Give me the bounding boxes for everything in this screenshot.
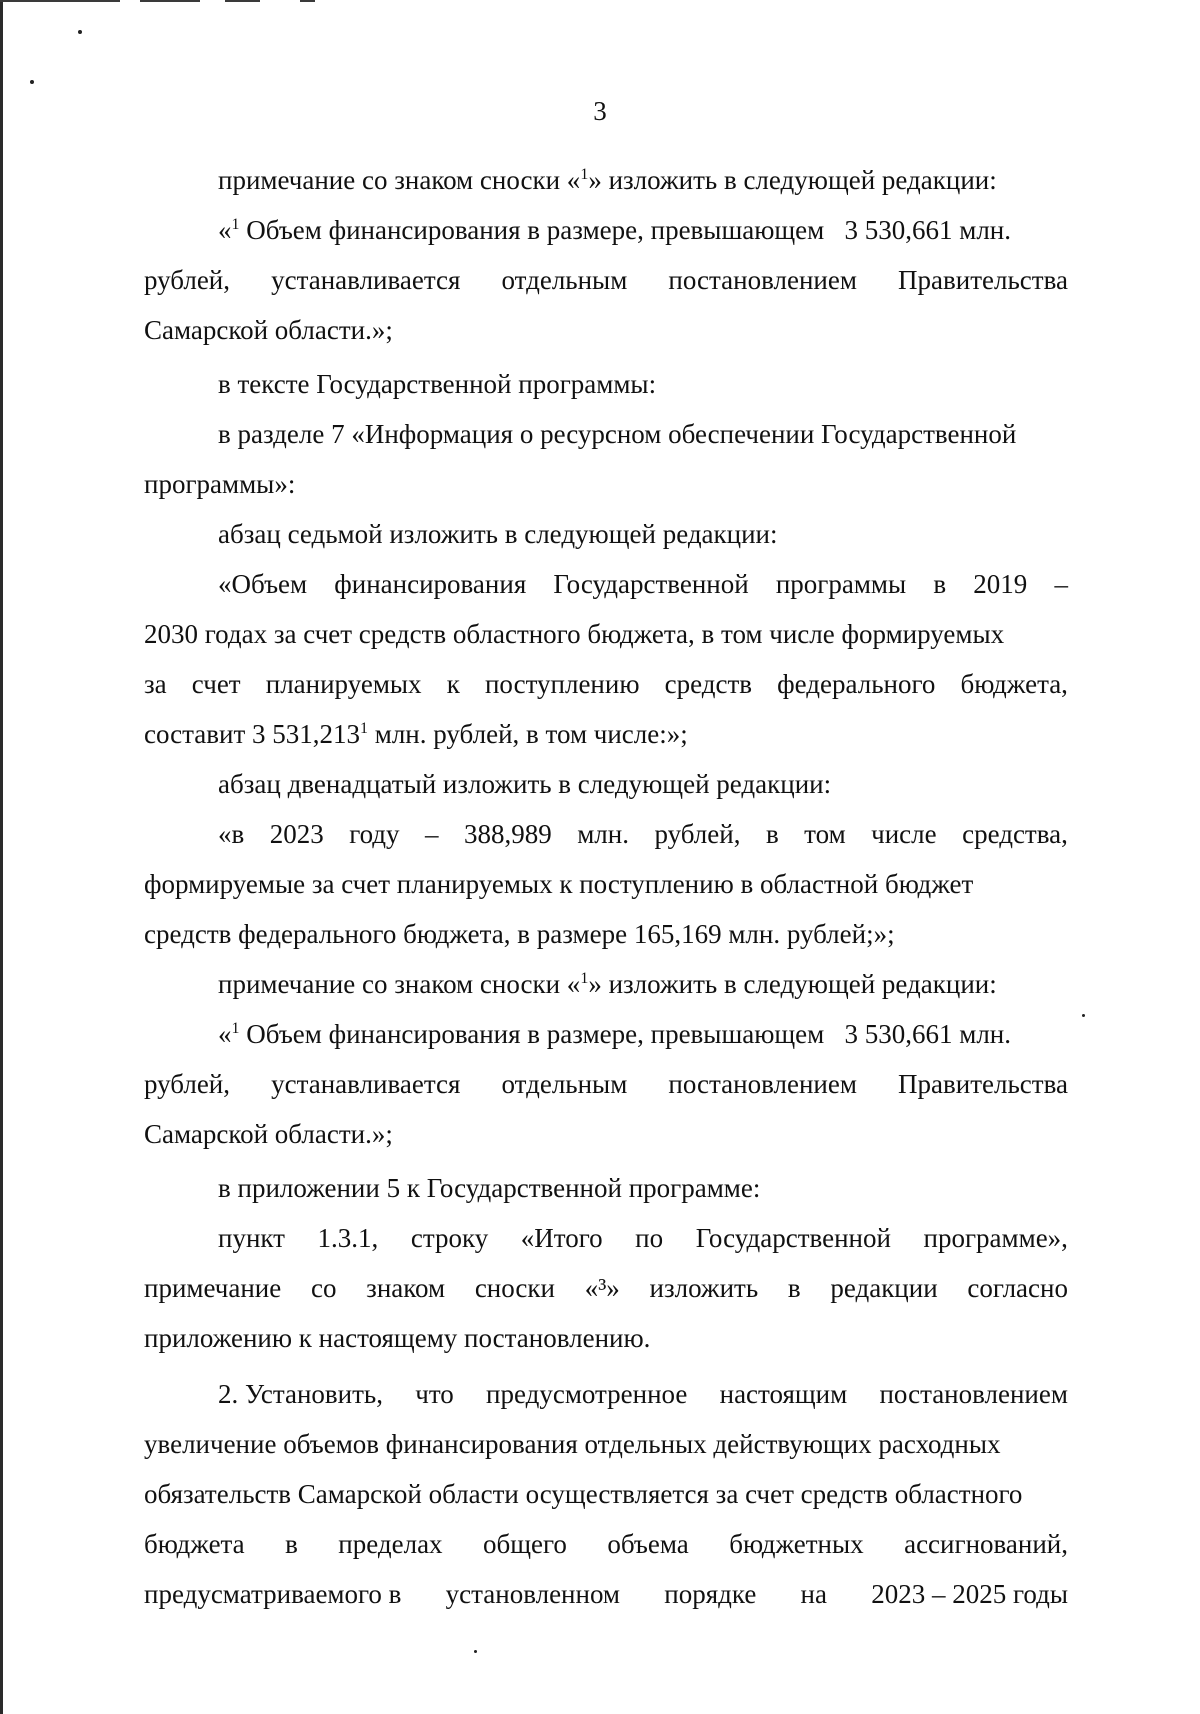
paragraph (144, 809, 1068, 959)
paragraph (144, 1369, 1068, 1619)
scan-edge-top (225, 0, 260, 2)
text-line: примечание со знаком сноски «³» изложить в редакции согласно (144, 1273, 1068, 1303)
text-line: примечание со знаком сноски «$^1$» изложить в следующей редакции: (218, 969, 997, 999)
scan-speck (1082, 1014, 1085, 1017)
text-line: бюджета в пределах общего объема бюджетных ассигнований, (144, 1529, 1068, 1559)
paragraph (144, 1213, 1068, 1363)
text-line: программы»: (144, 469, 296, 499)
text-line: в разделе 7 «Информация о ресурсном обеспечении Государственной (218, 419, 1017, 449)
page-number: 3 (593, 96, 607, 126)
text-line: средств федерального бюджета, в размере 165,169 млн. рублей;»; (144, 919, 895, 949)
text-line: составит 3 531,213$^1$ млн. рублей, в том числе:»; (144, 719, 688, 749)
scan-edge-top (300, 0, 315, 2)
text-line: в тексте Государственной программы: (218, 369, 657, 399)
text-line: рублей, устанавливается отдельным постановлением Правительства (144, 265, 1068, 295)
document-body (144, 155, 1068, 1619)
scan-speck (78, 30, 82, 34)
text-line: увеличение объемов финансирования отдельных действующих расходных (144, 1429, 1001, 1459)
scan-edge-top (140, 0, 200, 2)
text-line: «Объем финансирования Государственной программы в 2019 – (218, 569, 1068, 599)
paragraph (144, 409, 1068, 509)
paragraph (144, 205, 1068, 355)
text-line: приложению к настоящему постановлению. (144, 1323, 651, 1353)
scan-speck (474, 1650, 477, 1653)
text-line: 2. Установить, что предусмотренное настоящим постановлением (218, 1379, 1068, 1409)
paragraph (144, 509, 1068, 559)
text-line: в приложении 5 к Государственной программе: (218, 1173, 761, 1203)
text-line: «$^1$ Объем финансирования в размере, превышающем 3 530,661 млн. (218, 1019, 1012, 1049)
scan-speck (30, 80, 34, 84)
paragraph (144, 1009, 1068, 1159)
paragraph (144, 155, 1068, 205)
scan-edge-top (0, 0, 120, 2)
text-line: предусматриваемого в установленном порядке на 2023 – 2025 годы (144, 1579, 1068, 1609)
text-line: абзац седьмой изложить в следующей редакции: (218, 519, 778, 549)
text-line: Самарской области.»; (144, 315, 393, 345)
paragraph (144, 1163, 1068, 1213)
text-line: обязательств Самарской области осуществляется за счет средств областного (144, 1479, 1023, 1509)
text-line: Самарской области.»; (144, 1119, 393, 1149)
text-line: рублей, устанавливается отдельным постановлением Правительства (144, 1069, 1068, 1099)
paragraph (144, 759, 1068, 809)
scan-edge (0, 0, 3, 1714)
paragraph (144, 359, 1068, 409)
text-line: за счет планируемых к поступлению средств федерального бюджета, (144, 669, 1068, 699)
text-line: пункт 1.3.1, строку «Итого по Государственной программе», (218, 1223, 1068, 1253)
text-line: «$^1$ Объем финансирования в размере, превышающем 3 530,661 млн. (218, 215, 1012, 245)
text-line: абзац двенадцатый изложить в следующей редакции: (218, 769, 832, 799)
text-line: «в 2023 году – 388,989 млн. рублей, в том числе средства, (218, 819, 1068, 849)
text-line: 2030 годах за счет средств областного бюджета, в том числе формируемых (144, 619, 1005, 649)
text-line: примечание со знаком сноски «$^1$» изложить в следующей редакции: (218, 165, 997, 195)
paragraph (144, 559, 1068, 759)
text-line: формируемые за счет планируемых к поступлению в областной бюджет (144, 869, 974, 899)
paragraph (144, 959, 1068, 1009)
